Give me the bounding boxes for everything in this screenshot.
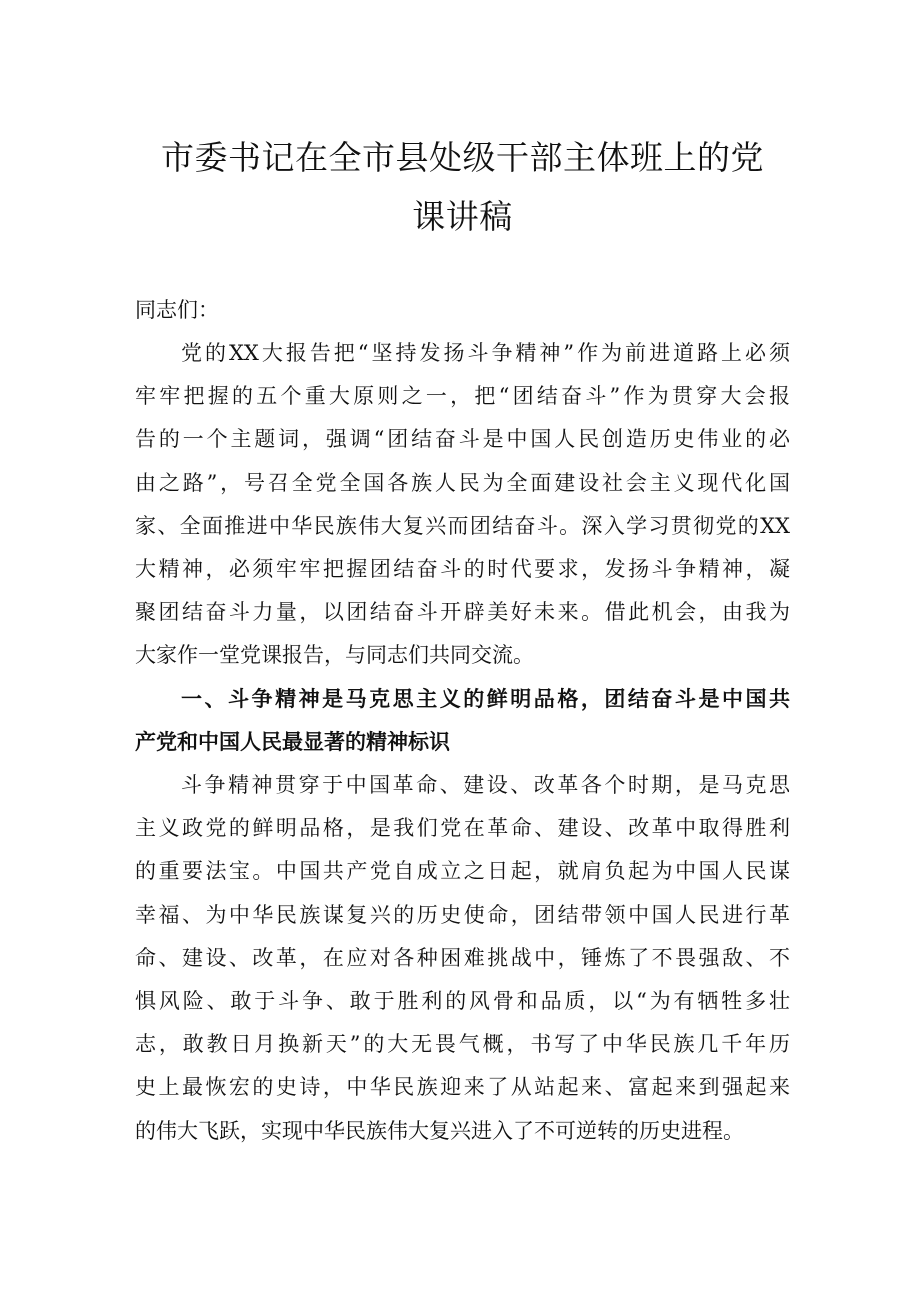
section-heading-1	[135, 678, 790, 764]
text-line: 志，敢教日月换新天”的大无畏气概，书写了中华民族几千年历	[135, 1032, 790, 1057]
text-line: 家、全面推进中华民族伟大复兴而团结奋斗。深入学习贯彻党的XX	[135, 513, 790, 538]
text-line: 由之路”，号召全党全国各族人民为全面建设社会主义现代化国	[135, 470, 790, 495]
text-line: 的重要法宝。中国共产党自成立之日起，就肩负起为中国人民谋	[135, 859, 790, 884]
title-line: 市委书记在全市县处级干部主体班上的党	[161, 138, 764, 177]
text-line: 史上最恢宏的史诗，中华民族迎来了从站起来、富起来到强起来	[135, 1075, 790, 1100]
text-line: 惧风险、敢于斗争、敢于胜利的风骨和品质，以“为有牺牲多壮	[135, 989, 790, 1014]
text-line: 聚团结奋斗力量，以团结奋斗开辟美好未来。借此机会，由我为	[135, 600, 790, 625]
text-line: 主义政党的鲜明品格，是我们党在革命、建设、改革中取得胜利	[135, 816, 790, 841]
text-line: 告的一个主题词，强调“团结奋斗是中国人民创造历史伟业的必	[135, 427, 790, 452]
document-title	[135, 128, 790, 246]
text-line: 牢牢把握的五个重大原则之一，把“团结奋斗”作为贯穿大会报	[135, 384, 790, 409]
text-line: 党的XX大报告把“坚持发扬斗争精神”作为前进道路上必须	[181, 341, 790, 365]
document-page	[135, 0, 790, 1153]
paragraph-intro	[135, 332, 790, 678]
text-line: 的伟大飞跃，实现中华民族伟大复兴进入了不可逆转的历史进程。	[135, 1118, 744, 1143]
text-line: 幸福、为中华民族谋复兴的历史使命，团结带领中国人民进行革	[135, 902, 790, 927]
title-line: 课讲稿	[412, 197, 513, 236]
text-line: 斗争精神贯穿于中国革命、建设、改革各个时期，是马克思	[181, 773, 790, 798]
paragraph-section-1	[135, 764, 790, 1153]
text-line: 大家作一堂党课报告，与同志们共同交流。	[135, 643, 534, 668]
salutation: 同志们：	[135, 298, 219, 322]
text-line: 大精神，必须牢牢把握团结奋斗的时代要求，发扬斗争精神，凝	[135, 557, 790, 582]
heading-line: 一、斗争精神是马克思主义的鲜明品格，团结奋斗是中国共	[181, 686, 790, 711]
text-line: 命、建设、改革，在应对各种困难挑战中，锤炼了不畏强敌、不	[135, 945, 790, 970]
heading-line: 产党和中国人民最显著的精神标识	[135, 729, 450, 754]
